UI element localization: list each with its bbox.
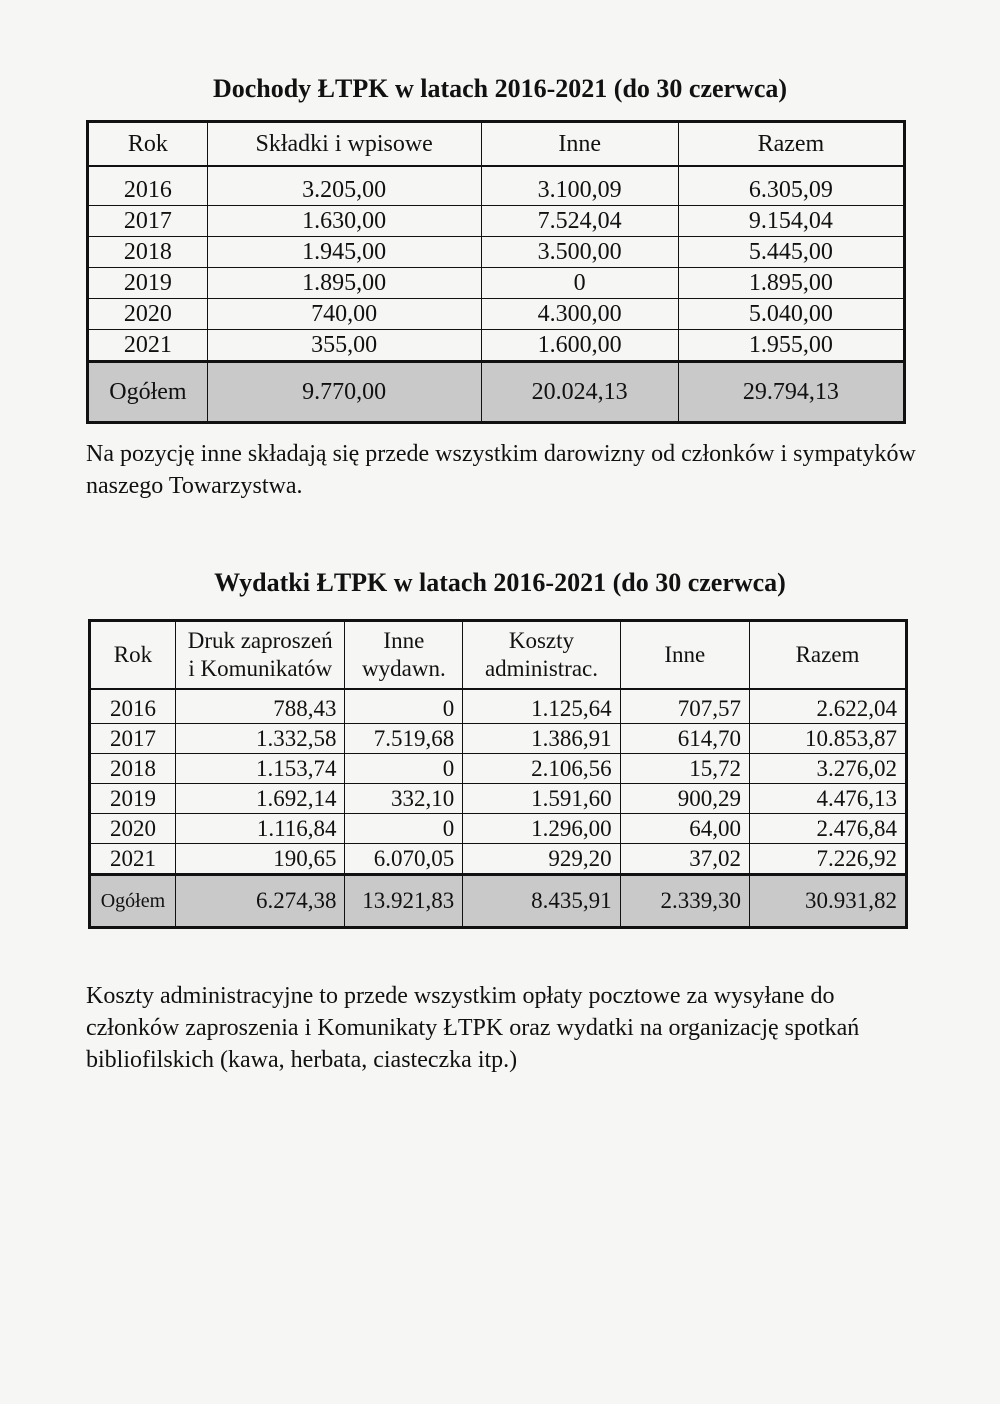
value-cell: 37,02	[620, 844, 749, 875]
income-table-title: Dochody ŁTPK w latach 2016-2021 (do 30 czerwca)	[212, 74, 788, 103]
value-cell: 0	[481, 268, 678, 299]
year-cell: 2020	[88, 299, 208, 330]
value-cell: 1.332,58	[175, 724, 345, 754]
year-cell: 2018	[90, 754, 176, 784]
total-cell: 6.274,38	[175, 875, 345, 928]
table-row	[88, 330, 905, 362]
value-cell: 900,29	[620, 784, 749, 814]
value-cell: 0	[345, 754, 463, 784]
table-row	[90, 784, 907, 814]
table-row	[90, 844, 907, 875]
year-cell: 2017	[90, 724, 176, 754]
value-cell: 1.600,00	[481, 330, 678, 362]
value-cell: 5.040,00	[678, 299, 904, 330]
value-cell: 64,00	[620, 814, 749, 844]
total-cell: 20.024,13	[481, 362, 678, 423]
total-cell: 8.435,91	[463, 875, 620, 928]
header-cell: Inne	[481, 122, 678, 167]
header-cell	[620, 621, 749, 690]
total-label: Ogółem	[90, 875, 176, 928]
header-cell	[90, 621, 176, 690]
header-line: administrac.	[484, 656, 598, 681]
value-cell: 190,65	[175, 844, 345, 875]
value-cell: 3.500,00	[481, 237, 678, 268]
year-cell: 2021	[90, 844, 176, 875]
value-cell: 2.622,04	[749, 689, 906, 724]
table-row	[90, 689, 907, 724]
total-cell: 29.794,13	[678, 362, 904, 423]
value-cell: 15,72	[620, 754, 749, 784]
header-line: Koszty	[508, 628, 575, 653]
year-cell: 2016	[90, 689, 176, 724]
value-cell: 1.386,91	[463, 724, 620, 754]
table-row	[90, 814, 907, 844]
value-cell: 1.895,00	[678, 268, 904, 299]
header-line: wydawn.	[362, 656, 446, 681]
table-row	[88, 299, 905, 330]
value-cell: 2.476,84	[749, 814, 906, 844]
value-cell: 1.955,00	[678, 330, 904, 362]
table-row	[88, 206, 905, 237]
table-row	[88, 268, 905, 299]
value-cell: 3.205,00	[207, 166, 481, 206]
header-line: i Komunikatów	[188, 656, 333, 681]
value-cell: 2.106,56	[463, 754, 620, 784]
total-cell: 13.921,83	[345, 875, 463, 928]
value-cell: 1.692,14	[175, 784, 345, 814]
total-label: Ogółem	[88, 362, 208, 423]
header-line: Inne	[383, 628, 425, 653]
value-cell: 1.895,00	[207, 268, 481, 299]
value-cell: 0	[345, 814, 463, 844]
header-cell	[345, 621, 463, 690]
value-cell: 6.070,05	[345, 844, 463, 875]
value-cell: 3.276,02	[749, 754, 906, 784]
year-cell: 2021	[88, 330, 208, 362]
year-cell: 2016	[88, 166, 208, 206]
header-line: Inne	[664, 642, 706, 667]
table-header-row	[90, 621, 907, 690]
value-cell: 3.100,09	[481, 166, 678, 206]
total-cell: 30.931,82	[749, 875, 906, 928]
year-cell: 2019	[88, 268, 208, 299]
value-cell: 1.945,00	[207, 237, 481, 268]
total-row	[90, 875, 907, 928]
value-cell: 9.154,04	[678, 206, 904, 237]
value-cell: 1.125,64	[463, 689, 620, 724]
income-note: Na pozycję inne składają się przede wszystkim darowizny od członków i sympatyków naszego Towarzystwa.	[86, 441, 916, 499]
value-cell: 1.630,00	[207, 206, 481, 237]
table-row	[90, 724, 907, 754]
header-cell	[463, 621, 620, 690]
value-cell: 614,70	[620, 724, 749, 754]
table-row	[90, 754, 907, 784]
value-cell: 1.116,84	[175, 814, 345, 844]
expenses-table-title: Wydatki ŁTPK w latach 2016-2021 (do 30 czerwca)	[214, 568, 786, 597]
total-row	[88, 362, 905, 423]
year-cell: 2017	[88, 206, 208, 237]
value-cell: 1.153,74	[175, 754, 345, 784]
value-cell: 7.524,04	[481, 206, 678, 237]
value-cell: 740,00	[207, 299, 481, 330]
header-cell	[175, 621, 345, 690]
expenses-table	[88, 619, 908, 929]
value-cell: 7.519,68	[345, 724, 463, 754]
year-cell: 2020	[90, 814, 176, 844]
value-cell: 6.305,09	[678, 166, 904, 206]
header-line: Druk zaproszeń	[187, 628, 333, 653]
value-cell: 1.296,00	[463, 814, 620, 844]
header-line: Razem	[795, 642, 860, 667]
value-cell: 332,10	[345, 784, 463, 814]
value-cell: 0	[345, 689, 463, 724]
value-cell: 1.591,60	[463, 784, 620, 814]
value-cell: 5.445,00	[678, 237, 904, 268]
table-header-row	[88, 122, 905, 167]
header-cell	[749, 621, 906, 690]
income-table	[86, 120, 906, 424]
value-cell: 10.853,87	[749, 724, 906, 754]
value-cell: 707,57	[620, 689, 749, 724]
table-row	[88, 166, 905, 206]
value-cell: 4.300,00	[481, 299, 678, 330]
header-cell: Razem	[678, 122, 904, 167]
expenses-note: Koszty administracyjne to przede wszystkim opłaty pocztowe za wysyłane do członków zaproszenia i Komunikaty ŁTPK oraz wydatki na organizację spotkań bibliofilskich (kawa, herbata, ciasteczka itp.)	[86, 983, 860, 1073]
year-cell: 2019	[90, 784, 176, 814]
value-cell: 355,00	[207, 330, 481, 362]
value-cell: 929,20	[463, 844, 620, 875]
header-line: Rok	[113, 642, 153, 667]
year-cell: 2018	[88, 237, 208, 268]
table-row	[88, 237, 905, 268]
header-cell: Składki i wpisowe	[207, 122, 481, 167]
total-cell: 9.770,00	[207, 362, 481, 423]
value-cell: 788,43	[175, 689, 345, 724]
header-cell: Rok	[88, 122, 208, 167]
value-cell: 4.476,13	[749, 784, 906, 814]
value-cell: 7.226,92	[749, 844, 906, 875]
total-cell: 2.339,30	[620, 875, 749, 928]
